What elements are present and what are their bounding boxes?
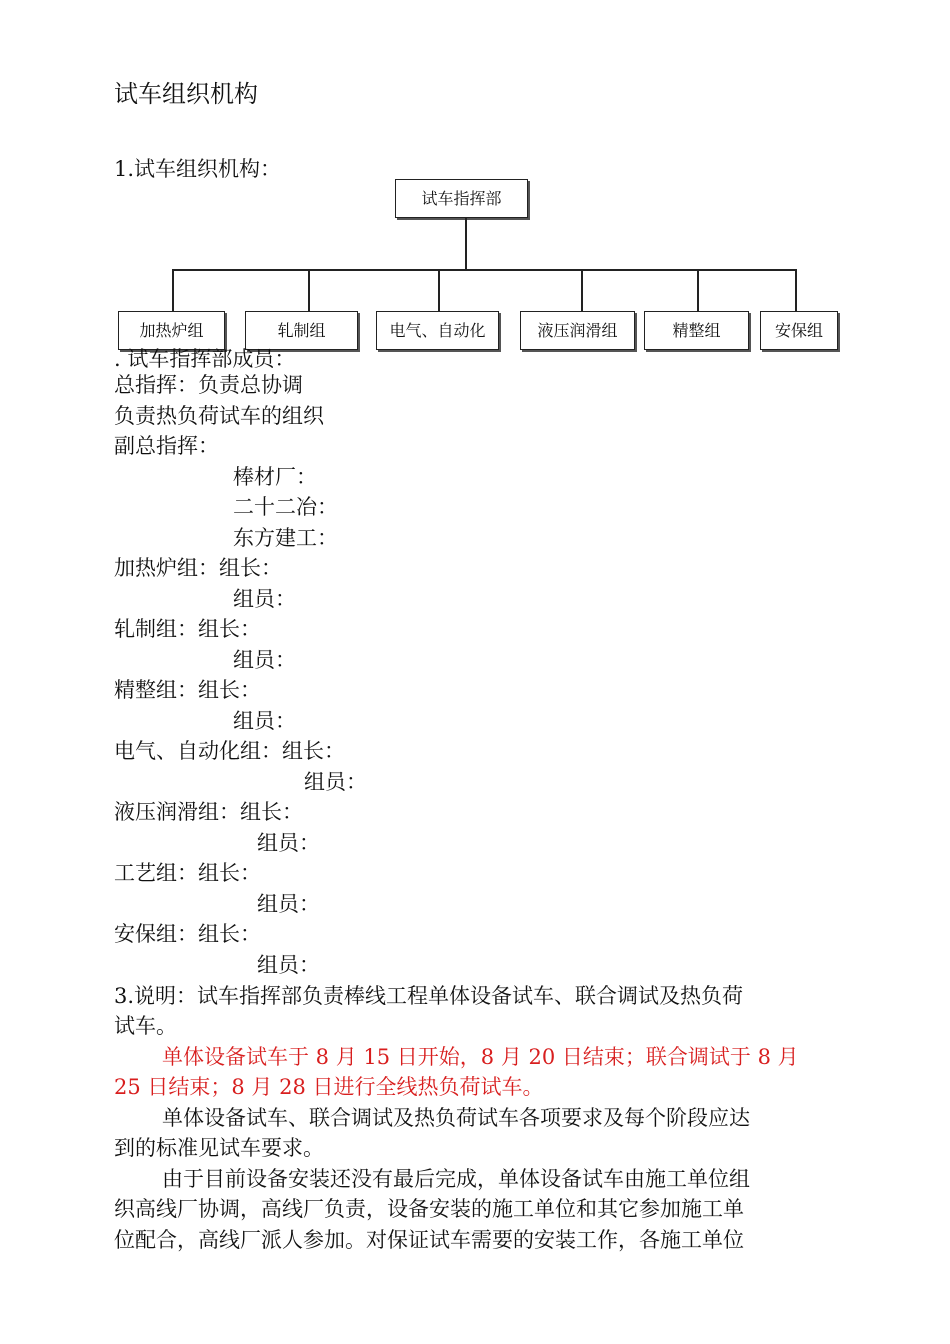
org-child-box [376, 311, 499, 350]
text-line: 液压润滑组：组长： [114, 800, 303, 824]
org-connector-vertical [465, 218, 467, 270]
org-child-label: 加热炉组 [139, 320, 204, 340]
org-root-box [395, 179, 528, 218]
text-line: 电气、自动化组：组长： [114, 739, 345, 763]
org-branch-line [438, 269, 440, 311]
text-line: 组员： [233, 709, 296, 733]
text-line: 安保组：组长： [114, 922, 261, 946]
text-line: 东方建工： [233, 526, 338, 550]
section2-heading: . 试车指挥部成员： [114, 347, 296, 371]
section3-heading-cont: 试车。 [114, 1014, 177, 1038]
highlight-schedule-text: 单体设备试车于 8 月 15 日开始，8 月 20 日结束；联合调试于 8 月 [162, 1045, 799, 1069]
org-branch-line [581, 269, 583, 311]
paragraph-line: 由于目前设备安装还没有最后完成，单体设备试车由施工单位组 [162, 1167, 750, 1191]
org-child-label: 液压润滑组 [537, 320, 618, 340]
org-child-label: 安保组 [774, 320, 823, 340]
paragraph-line: 位配合，高线厂派人参加。对保证试车需要的安装工作，各施工单位 [114, 1228, 744, 1252]
paragraph-line: 织高线厂协调，高线厂负责，设备安装的施工单位和其它参加施工单 [114, 1197, 744, 1221]
text-line: 二十二冶： [233, 495, 338, 519]
org-child-box [520, 311, 635, 350]
paragraph-line: 到的标准见试车要求。 [114, 1136, 324, 1160]
text-line: 组员： [233, 648, 296, 672]
text-line: 轧制组：组长： [114, 617, 261, 641]
org-child-box [760, 311, 838, 350]
org-branch-line [172, 269, 174, 311]
org-child-box [644, 311, 749, 350]
text-line: 棒材厂： [233, 465, 317, 489]
text-line: 加热炉组：组长： [114, 556, 282, 580]
org-child-label: 精整组 [672, 320, 721, 340]
text-line: 组员： [257, 892, 320, 916]
org-branch-line [308, 269, 310, 311]
org-child-label: 轧制组 [277, 320, 326, 340]
text-line: 总指挥：负责总协调 [114, 373, 303, 397]
text-line: 精整组：组长： [114, 678, 261, 702]
section1-heading: 1.试车组织机构： [114, 157, 282, 181]
paragraph-line: 单体设备试车、联合调试及热负荷试车各项要求及每个阶段应达 [162, 1106, 750, 1130]
text-line: 工艺组：组长： [114, 861, 261, 885]
document-title: 试车组织机构 [114, 80, 258, 108]
text-line: 组员： [233, 587, 296, 611]
org-branch-line [697, 269, 699, 311]
org-connector-horizontal [172, 269, 796, 271]
text-line: 负责热负荷试车的组织 [114, 404, 324, 428]
org-branch-line [795, 269, 797, 311]
text-line: 组员： [257, 831, 320, 855]
highlight-schedule-text: 25 日结束；8 月 28 日进行全线热负荷试车。 [114, 1075, 544, 1099]
section3-heading: 3.说明：试车指挥部负责棒线工程单体设备试车、联合调试及热负荷 [114, 984, 744, 1008]
org-child-label: 电气、自动化 [389, 320, 486, 340]
text-line: 组员： [257, 953, 320, 977]
org-root-label: 试车指挥部 [421, 188, 502, 208]
text-line: 组员： [304, 770, 367, 794]
text-line: 副总指挥： [114, 434, 219, 458]
